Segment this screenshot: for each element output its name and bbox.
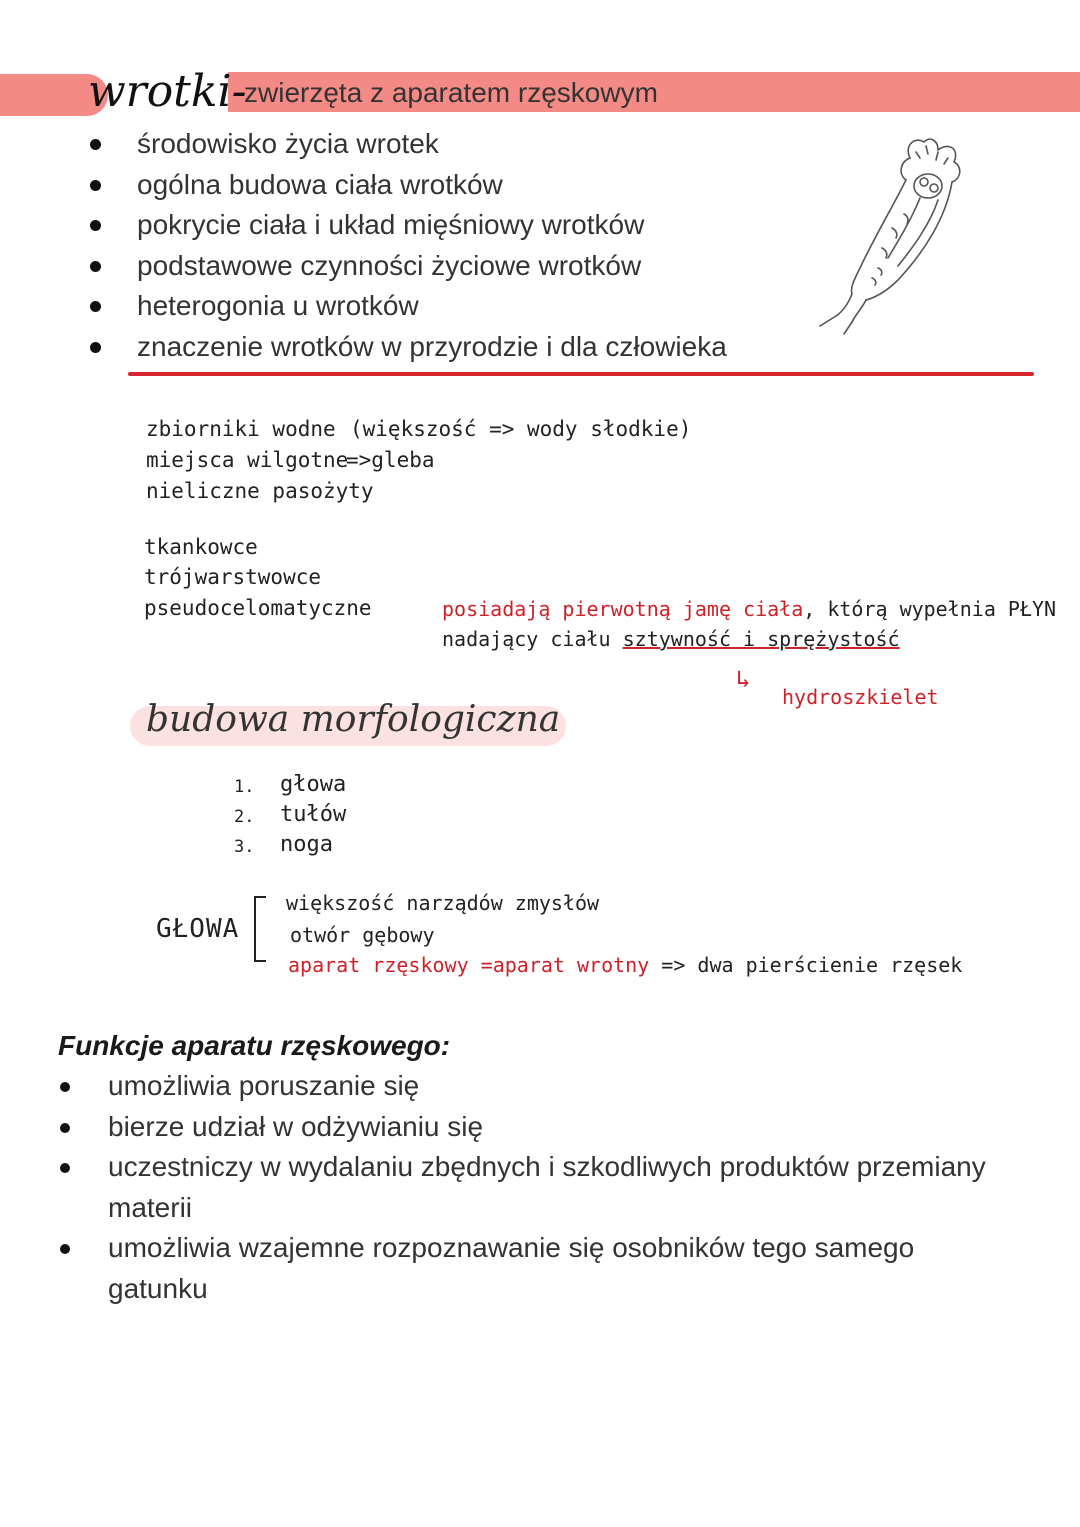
class-note-rest: , którą wypełnia PŁYN xyxy=(803,597,1057,621)
hydro-arrow-icon: ↳ xyxy=(736,665,751,693)
function-item: uczestniczy w wydalaniu zbędnych i szkodliwych produktów przemiany materii xyxy=(58,1147,1018,1228)
habitat-note-2: =>gleba xyxy=(346,448,435,472)
part-label: głowa xyxy=(280,772,347,797)
class-line-3: pseudocelomatyczne xyxy=(144,596,372,620)
section-divider xyxy=(128,372,1034,376)
head-item-3 xyxy=(288,950,962,980)
hydroskeleton-label: hydroszkielet xyxy=(782,685,939,709)
page-subtitle: zwierzęta z aparatem rzęskowym xyxy=(244,77,658,108)
part-label: tułów xyxy=(280,802,347,827)
section-title-morphology: budowa morfologiczna xyxy=(146,699,561,740)
function-item: umożliwia poruszanie się xyxy=(58,1066,1018,1107)
topic-item: podstawowe czynności życiowe wrotków xyxy=(88,246,727,287)
topic-item: pokrycie ciała i układ mięśniowy wrotków xyxy=(88,205,727,246)
habitat-line-3: nieliczne pasożyty xyxy=(146,479,374,503)
class-note-red: posiadają pierwotną jamę ciała xyxy=(442,597,804,621)
class-note-underlined: sztywność i sprężystość xyxy=(622,627,900,651)
habitat-line-2: miejsca wilgotne xyxy=(146,448,349,472)
function-item: bierze udział w odżywianiu się xyxy=(58,1107,1018,1148)
habitat-note-1: (większość => wody słodkie) xyxy=(350,417,692,441)
functions-list xyxy=(58,1066,1018,1310)
topics-list xyxy=(88,124,727,368)
topic-item: znaczenie wrotków w przyrodzie i dla człowieka xyxy=(88,327,727,368)
head-item-3-rest: => dwa pierścienie rzęsek xyxy=(661,953,963,977)
part-number: 1. xyxy=(234,777,255,797)
class-line-1: tkankowce xyxy=(144,535,258,559)
head-item-1: większość narządów zmysłów xyxy=(286,891,600,915)
part-number: 3. xyxy=(234,837,255,857)
head-bracket xyxy=(254,896,266,962)
part-label: noga xyxy=(280,832,333,857)
class-note-line-1 xyxy=(442,594,1056,624)
function-item: umożliwia wzajemne rozpoznawanie się osobników tego samego gatunku xyxy=(58,1228,1018,1309)
head-label: GŁOWA xyxy=(156,914,240,944)
topic-item: ogólna budowa ciała wrotków xyxy=(88,165,727,206)
page-title: wrotki- xyxy=(88,66,247,117)
head-item-3-eq: =aparat wrotny xyxy=(480,953,650,977)
class-note-start: nadający ciału xyxy=(442,627,623,651)
functions-title: Funkcje aparatu rzęskowego: xyxy=(58,1030,451,1061)
head-item-2: otwór gębowy xyxy=(290,923,435,947)
topic-item: środowisko życia wrotek xyxy=(88,124,727,165)
rotifer-illustration xyxy=(812,128,1022,338)
part-number: 2. xyxy=(234,807,255,827)
habitat-line-1: zbiorniki wodne xyxy=(146,417,336,441)
class-note-line-2 xyxy=(442,624,900,654)
topic-item: heterogonia u wrotków xyxy=(88,286,727,327)
class-line-2: trójwarstwowce xyxy=(144,565,322,589)
head-item-3-red: aparat rzęskowy xyxy=(288,953,469,977)
